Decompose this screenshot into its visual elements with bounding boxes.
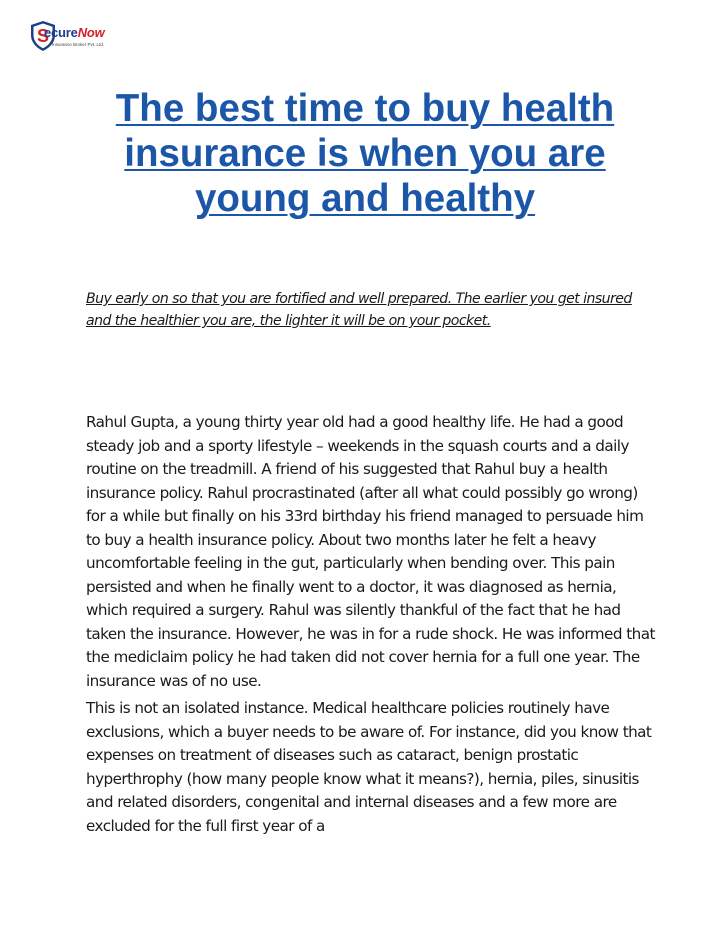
- document-title: The best time to buy health insurance is when you are young and healthy: [115, 87, 615, 220]
- svg-text:S: S: [36, 26, 50, 46]
- body-paragraph: Rahul Gupta, a young thirty year old had a good healthy life. He had a good steady job and a sporty lifestyle – weekends in the squash courts and a daily routine on the treadmill. A friend of his suggested that Rahul buy a health insurance policy. Rahul procrastinated (after all what could possibly go wrong) for a while but finally on his 33rd birthday his friend managed to persuade him to buy a health insurance policy. About two months later he felt a heavy uncomfortable feeling in the gut, particularly when bending over. This pain persisted and when he finally went to a doctor, it was diagnosed as hernia, which required a surgery. Rahul was silently thankful of the fact that he had taken the insurance. However, he was in for a rude shock. He was informed that the mediclaim policy he had taken did not cover hernia for a full one year. The insurance was of no use.: [86, 413, 655, 690]
- brand-logo: [28, 20, 138, 54]
- body-paragraph: This is not an isolated instance. Medical healthcare policies routinely have exclusions, which a buyer needs to be aware of. For instance, did you know that expenses on treatment of diseases such as cataract, benign prostatic hyperthrophy (how many people know what it means?), hernia, piles, sinusitis and related disorders, congenital and internal diseases and a few more are excluded for the full first year of a: [86, 699, 652, 835]
- brand-name-part2: Now: [77, 25, 105, 40]
- document-lead: Buy early on so that you are fortified and well prepared. The earlier you get insured and the healthier you are, the lighter it will be on your pocket.: [86, 291, 632, 329]
- document-body: [86, 411, 656, 838]
- brand-name: [44, 25, 105, 40]
- brand-name-part1: ecure: [44, 25, 78, 40]
- brand-tagline: Insurance Broker Pvt. Ltd.: [52, 42, 105, 47]
